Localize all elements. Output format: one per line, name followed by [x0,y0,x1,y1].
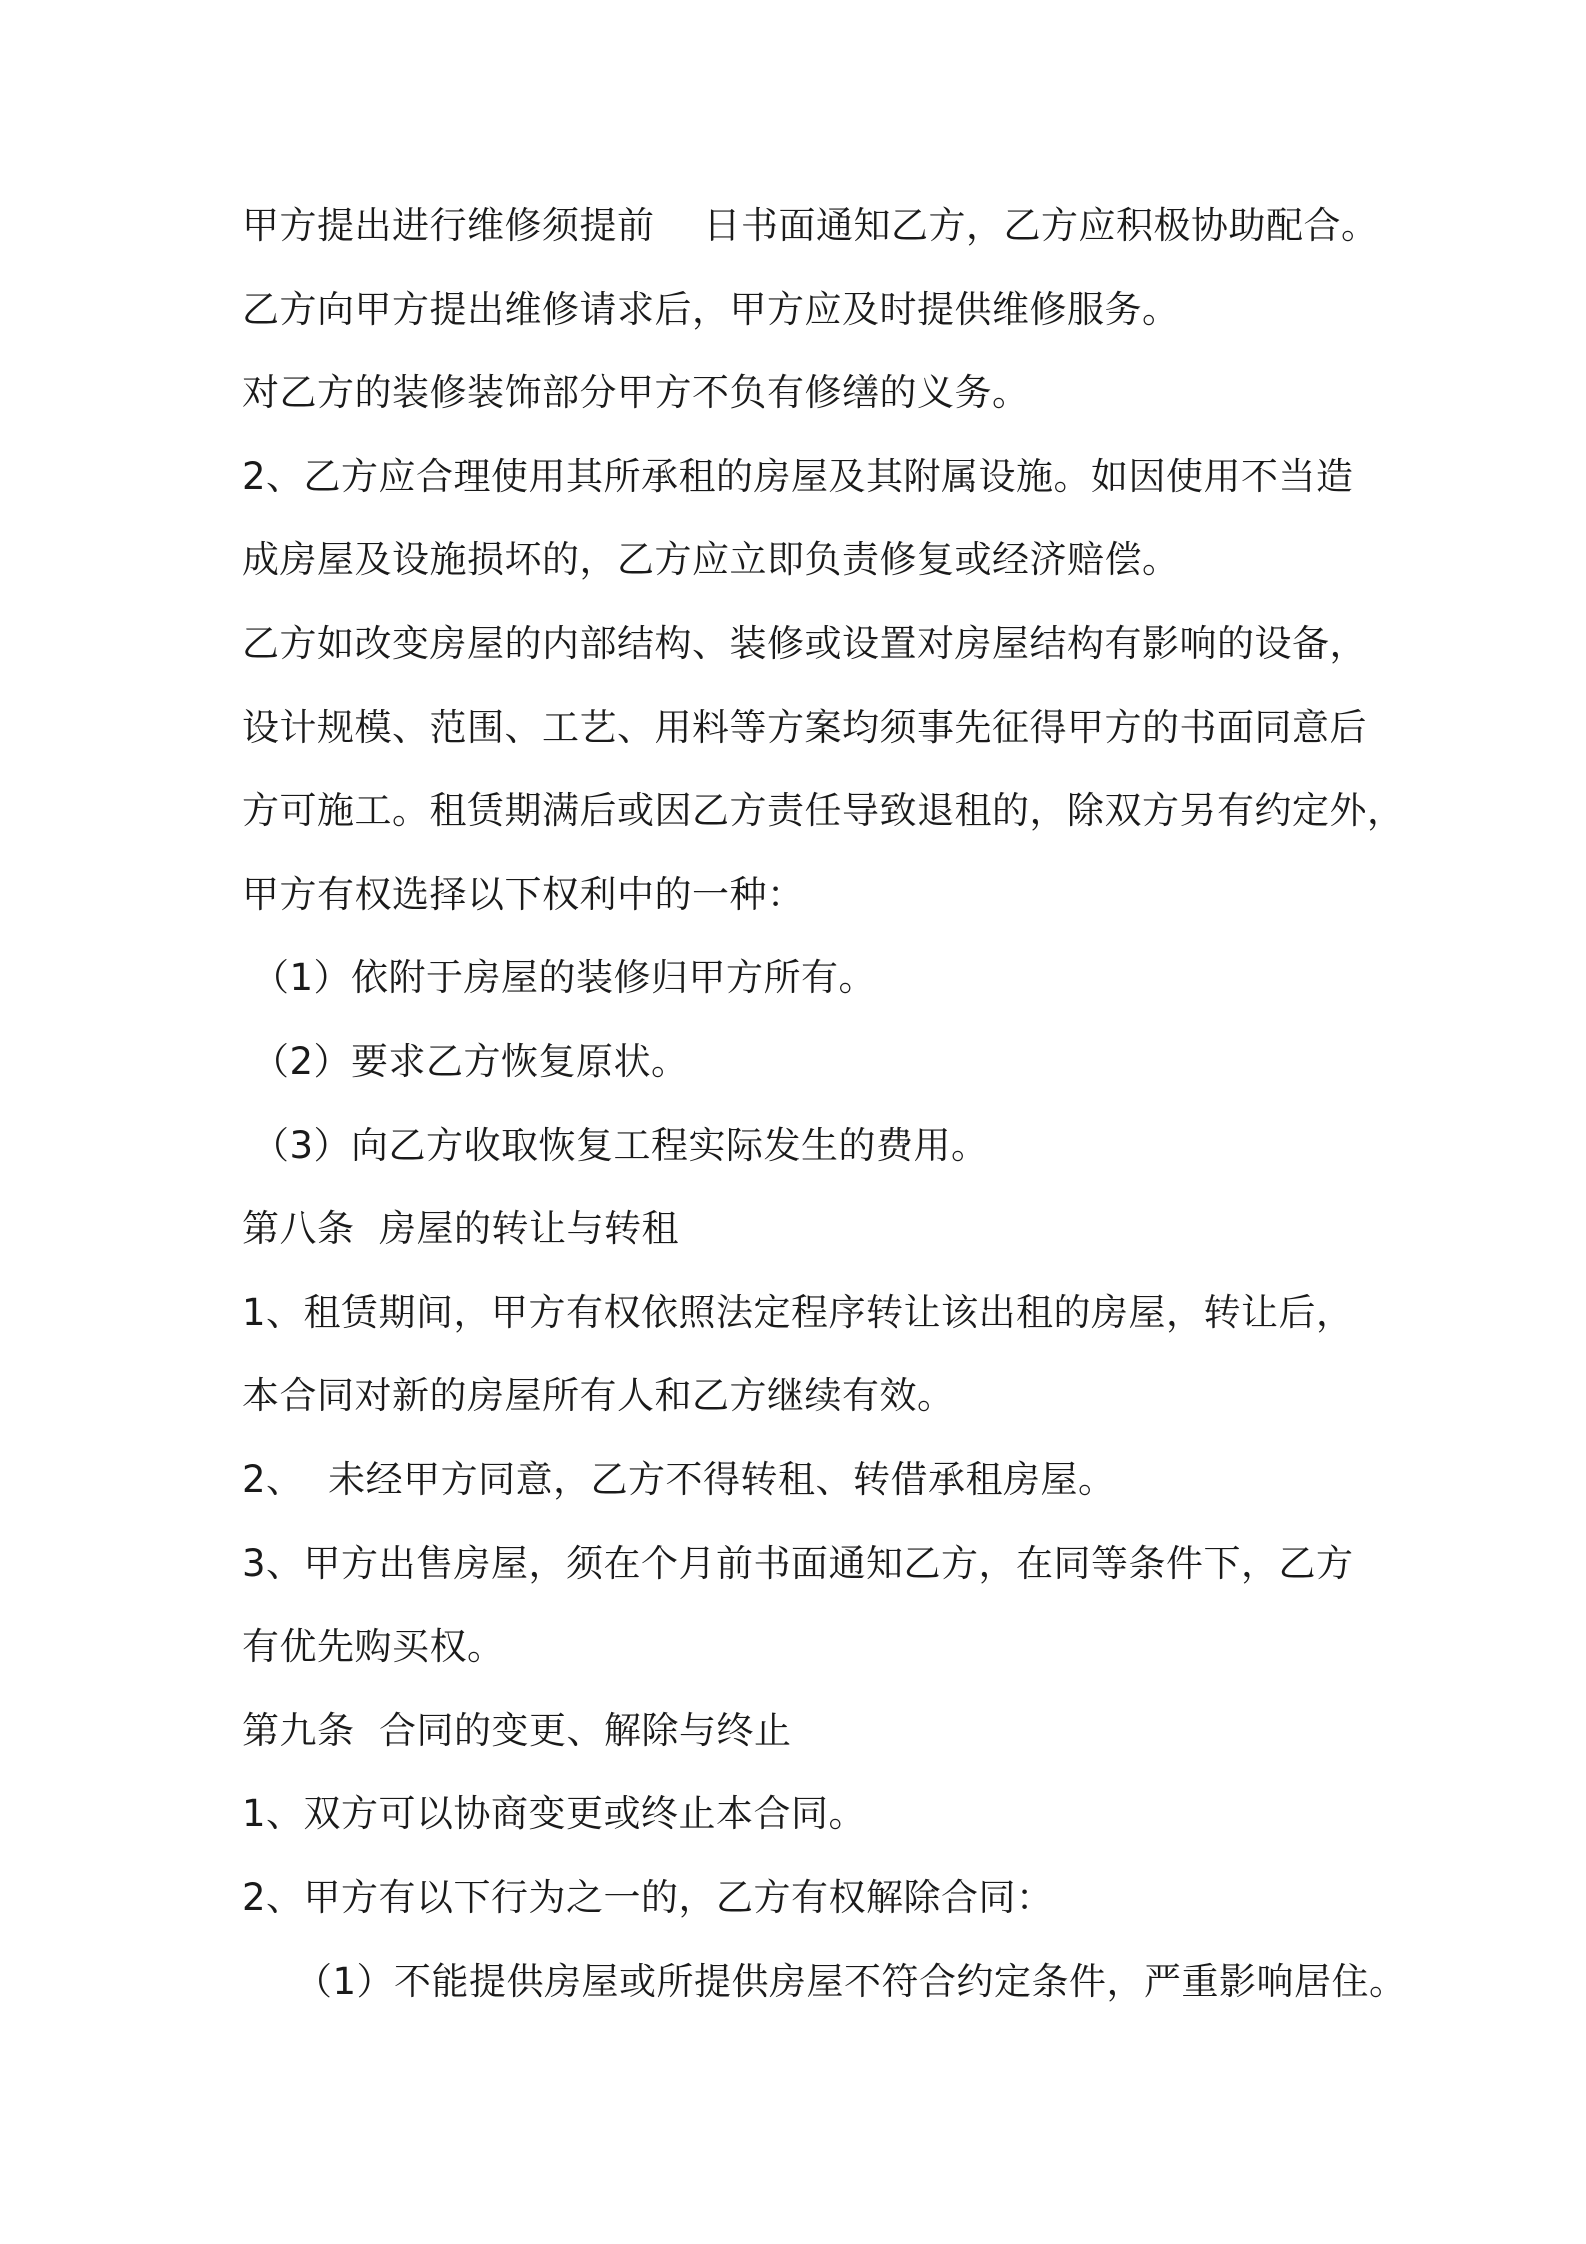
paragraph-line-transfer-end: 本合同对新的房屋所有人和乙方继续有效。 [242,1374,955,1417]
paragraph-line-clause-2-start: 2、乙方应合理使用其所承租的房屋及其附属设施。如因使用不当造 [242,455,1354,498]
list-item-option-3: （3）向乙方收取恢复工程实际发生的费用。 [252,1124,989,1167]
paragraph-line-rights-choice: 甲方有权选择以下权利中的一种： [242,873,805,916]
paragraph-line-termination-rights: 2、甲方有以下行为之一的，乙方有权解除合同： [242,1876,1054,1919]
list-item-option-1: （1）依附于房屋的装修归甲方所有。 [252,956,877,999]
paragraph-line-repair-request: 乙方向甲方提出维修请求后，甲方应及时提供维修服务。 [242,288,1180,331]
paragraph-line-sublease: 2、 未经甲方同意，乙方不得转租、转借承租房屋。 [242,1458,1116,1501]
list-item-option-2: （2）要求乙方恢复原状。 [252,1040,689,1083]
paragraph-line-transfer-start: 1、租赁期间，甲方有权依照法定程序转让该出租的房屋，转让后， [242,1291,1354,1334]
paragraph-line-design-scope: 设计规模、范围、工艺、用料等方案均须事先征得甲方的书面同意后 [242,706,1367,749]
section-heading-article-9: 第九条 合同的变更、解除与终止 [242,1709,792,1752]
paragraph-line-priority-purchase: 有优先购买权。 [242,1625,505,1668]
paragraph-line-decoration-duty: 对乙方的装修装饰部分甲方不负有修缮的义务。 [242,371,1030,414]
paragraph-line-construction: 方可施工。租赁期满后或因乙方责任导致退租的，除双方另有约定外， [242,789,1405,832]
paragraph-line-mutual-change: 1、双方可以协商变更或终止本合同。 [242,1792,867,1835]
paragraph-line-sale-notice: 3、甲方出售房屋，须在个月前书面通知乙方，在同等条件下，乙方 [242,1542,1354,1585]
paragraph-line-repair-notice: 甲方提出进行维修须提前 日书面通知乙方，乙方应积极协助配合。 [242,204,1379,247]
list-item-termination-condition-1: （1）不能提供房屋或所提供房屋不符合约定条件，严重影响居住。 [295,1960,1407,2003]
paragraph-line-clause-2-end: 成房屋及设施损坏的，乙方应立即负责修复或经济赔偿。 [242,538,1180,581]
section-heading-article-8: 第八条 房屋的转让与转租 [242,1207,680,1250]
paragraph-line-structure-change: 乙方如改变房屋的内部结构、装修或设置对房屋结构有影响的设备， [242,622,1367,665]
